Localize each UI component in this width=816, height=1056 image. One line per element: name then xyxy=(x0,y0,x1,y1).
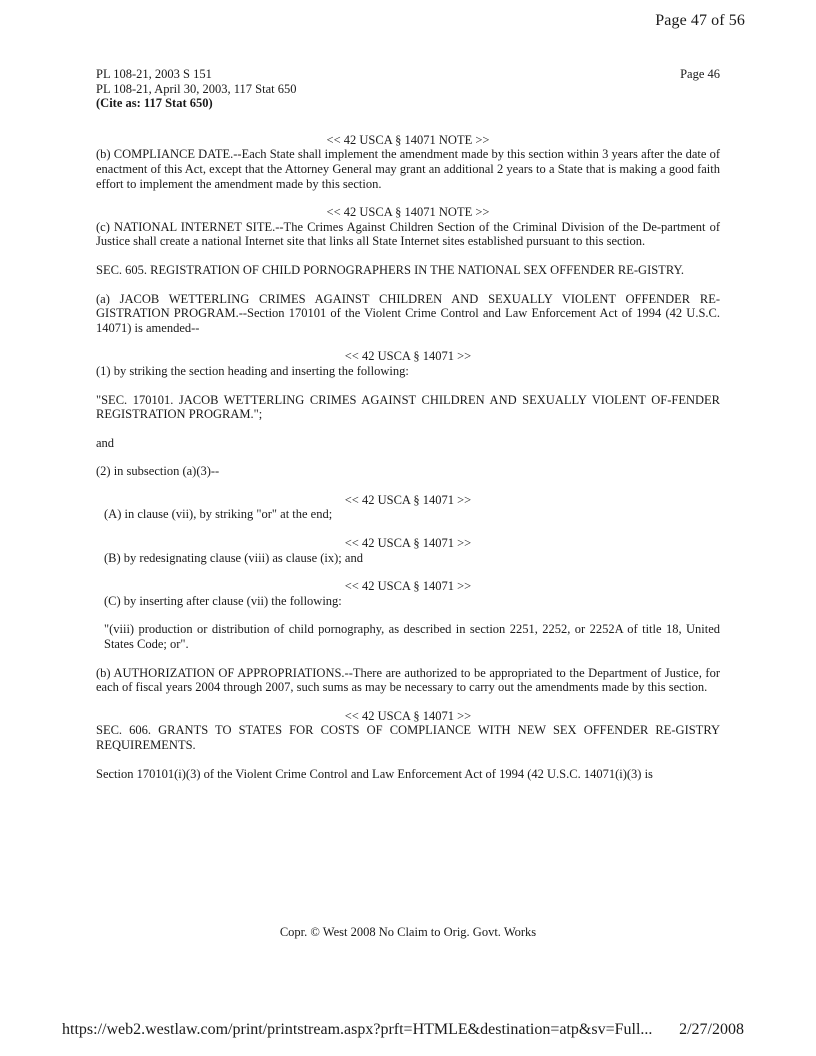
header-cite: (Cite as: 117 Stat 650) xyxy=(96,96,213,111)
document-page-number: Page 46 xyxy=(680,67,720,81)
usca-reference: << 42 USCA § 14071 >> xyxy=(344,708,472,723)
paragraph-section-170101-i-3: Section 170101(i)(3) of the Violent Crime Control and Law Enforcement Act of 1994 (42 U.S.C. 14071(i)(3) is xyxy=(96,766,653,781)
paragraph-item-1: (1) by striking the section heading and inserting the following: xyxy=(96,363,409,378)
paragraph-item-B: (B) by redesignating clause (viii) as clause (ix); and xyxy=(104,550,363,565)
paragraph-item-A: (A) in clause (vii), by striking "or" at the end; xyxy=(104,507,333,522)
usca-reference: << 42 USCA § 14071 >> xyxy=(344,536,472,551)
paragraph-authorization: (b) AUTHORIZATION OF APPROPRIATIONS.--There are authorized to be appropriated to the Department of Justice, for each of fiscal years 2004 through 2007, such sums as may be necessary to carry out the amendments made by this section. xyxy=(96,665,720,695)
paragraph-and: and xyxy=(96,435,115,450)
document-body xyxy=(96,67,720,795)
document-header xyxy=(96,67,720,111)
paragraph-jacob-wetterling: (a) JACOB WETTERLING CRIMES AGAINST CHILDREN AND SEXUALLY VIOLENT OFFENDER RE-GISTRATION PROGRAM.--Section 170101 of the Violent Crime Control and Law Enforcement Act of 1994 (42 U.S.C. 14071) is amended-- xyxy=(96,291,720,335)
paragraph-item-viii: "(viii) production or distribution of child pornography, as described in section 2251, 2252, or 2252A of title 18, United States Code; or". xyxy=(104,622,720,652)
usca-reference: << 42 USCA § 14071 >> xyxy=(344,492,472,507)
usca-reference: << 42 USCA § 14071 >> xyxy=(344,579,472,594)
print-url: https://web2.westlaw.com/print/printstream.aspx?prft=HTMLE&destination=atp&sv=Full... xyxy=(62,1021,653,1038)
print-date: 2/27/2008 xyxy=(679,1021,744,1038)
section-606-heading: SEC. 606. GRANTS TO STATES FOR COSTS OF COMPLIANCE WITH NEW SEX OFFENDER RE-GISTRY REQUIREMENTS. xyxy=(96,723,720,752)
paragraph-compliance-date: (b) COMPLIANCE DATE.--Each State shall implement the amendment made by this section within 3 years after the date of enactment of this Act, except that the Attorney General may grant an additional 2 years to a State that is making a good faith effort to implement the amendment made by this section. xyxy=(96,147,720,191)
browser-page-number: Page 47 of 56 xyxy=(655,12,745,29)
header-line-2: PL 108-21, April 30, 2003, 117 Stat 650 xyxy=(96,81,297,96)
usca-reference: << 42 USCA § 14071 NOTE >> xyxy=(326,205,490,220)
copyright-footer: Copr. © West 2008 No Claim to Orig. Govt. Works xyxy=(279,925,537,939)
usca-reference: << 42 USCA § 14071 NOTE >> xyxy=(326,132,490,147)
usca-reference: << 42 USCA § 14071 >> xyxy=(344,349,472,364)
paragraph-item-2: (2) in subsection (a)(3)-- xyxy=(96,464,220,479)
paragraph-item-C: (C) by inserting after clause (vii) the following: xyxy=(104,593,342,608)
header-line-1: PL 108-21, 2003 S 151 xyxy=(96,67,212,81)
paragraph-national-internet-site: (c) NATIONAL INTERNET SITE.--The Crimes Against Children Section of the Criminal Division of the De-partment of Justice shall create a national Internet site that links all State Internet sites established pursuant to this section. xyxy=(96,219,720,249)
section-605-heading: SEC. 605. REGISTRATION OF CHILD PORNOGRAPHERS IN THE NATIONAL SEX OFFENDER RE-GISTRY. xyxy=(96,262,685,277)
paragraph-sec-170101: "SEC. 170101. JACOB WETTERLING CRIMES AGAINST CHILDREN AND SEXUALLY VIOLENT OF-FENDER REGISTRATION PROGRAM."; xyxy=(96,392,720,422)
